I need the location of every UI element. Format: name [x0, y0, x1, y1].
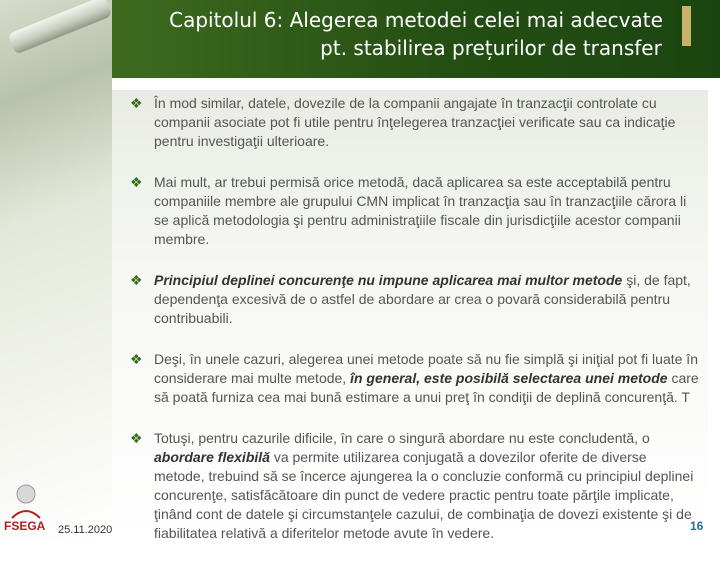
bullet-item	[130, 94, 700, 151]
bullet-list	[130, 94, 700, 565]
pen-image	[8, 0, 113, 55]
bullet-item	[130, 271, 700, 328]
slide-title-line2: pt. stabilirea prețurilor de transfer	[320, 36, 662, 60]
bullet-marker-icon: ❖	[130, 272, 143, 288]
bullet-text: Deşi, în unele cazuri, alegerea unei metode poate să nu fie simplă şi iniţial pot fi luate în considerare mai multe metode,	[154, 351, 698, 386]
slide-title	[112, 6, 720, 62]
bullet-text: abordare flexibilă	[154, 449, 270, 465]
bullet-text: şi, de fapt, dependenţa excesivă de o astfel de abordare ar crea o povară considerabilă pentru contribuabili.	[154, 272, 691, 326]
bullet-text: va permite utilizarea conjugată a dovezilor oferite de diverse metode, trebuind să se încerce ajungerea la o concluzie conformă cu principiul deplinei concurenţe, satisfăcătoare din punct de vedere practic pentru toate părţile implicate, ţinând cont de datele şi circumstanţele cazului, de combinaţia de dovezi existente şi de fiabilitatea relativă a diferitelor metode avute în vedere.	[154, 449, 694, 541]
bullet-marker-icon: ❖	[130, 430, 143, 446]
bullet-marker-icon: ❖	[130, 95, 143, 111]
logo-text: FSEGA	[4, 519, 46, 533]
bullet-marker-icon: ❖	[130, 351, 143, 367]
page-number: 16	[690, 519, 704, 533]
bullet-text: în general, este posibilă selectarea unei metode	[350, 370, 668, 386]
bullet-marker-icon: ❖	[130, 174, 143, 190]
bullet-text: Mai mult, ar trebui permisă orice metodă, dacă aplicarea sa este acceptabilă pentru companiile membre ale grupului CMN implicat în tranzacţia sau în tranzacţiile cărora li se aplică metodologia şi pentru administraţiile fiscale din jurisdicţiile acestor companii membre.	[154, 174, 687, 247]
bullet-item	[130, 350, 700, 407]
header-photo	[0, 0, 112, 540]
bullet-item	[130, 173, 700, 249]
bullet-text: Totuşi, pentru cazurile dificile, în care o singură abordare nu este concludentă, o	[154, 430, 650, 446]
slide-date: 25.11.2020	[58, 524, 113, 536]
slide-title-line1: Capitolul 6: Alegerea metodei celei mai adecvate	[169, 8, 663, 32]
bullet-item	[130, 429, 700, 543]
bullet-text: Principiul deplinei concurenţe nu impune aplicarea mai multor metode	[154, 272, 623, 288]
bullet-text: În mod similar, datele, dovezile de la companii angajate în tranzacţii controlate cu companii asociate pot fi utile pentru înţelegerea tranzacţiei verificate sau ca indicaţie pentru investigaţii ulterioare.	[154, 95, 676, 149]
bullet-text: care să poată furniza cea mai bună estimare a unui preţ în condiţii de deplină concurenţă. T	[154, 370, 699, 405]
